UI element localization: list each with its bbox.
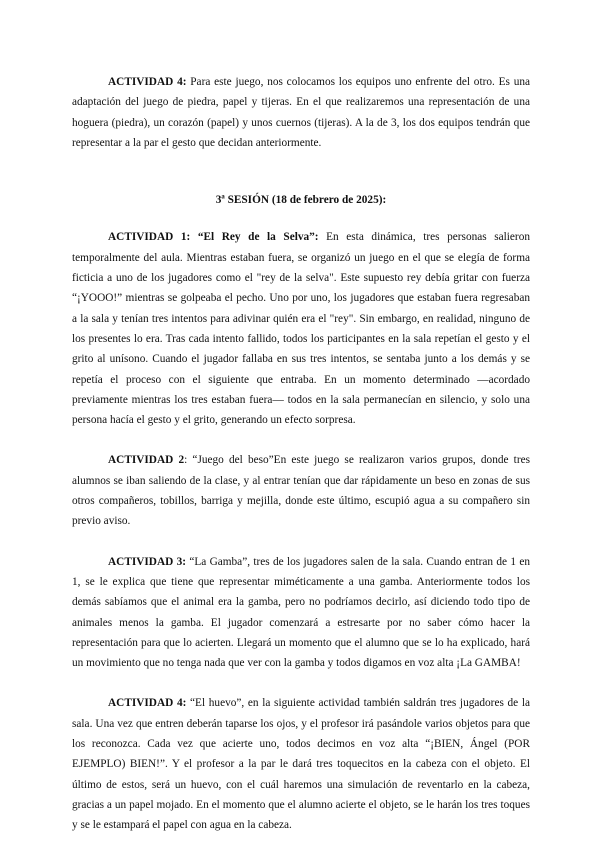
paragraph-actividad-4-huevo <box>72 693 530 835</box>
session-title: 3ª SESIÓN (18 de febrero de 2025): <box>215 194 387 207</box>
paragraph-text: “La Gamba”, tres de los jugadores salen de la sala. Cuando entran de 1 en 1, se le explica que tiene que representar miméticamente a una gamba. Anteriormente todos los demás sabíamos que el animal era la gamba, pero no podríamos decirlo, así diciendo todo tipo de animales menos la gamba. El jugador comenzará a estresarte por no saber cómo hacer la representación para que lo acierten. Llegará un momento que el alumno que se lo ha explicado, hará un movimiento que no tenga nada que ver con la gamba y todos digamos en voz alta ¡La GAMBA! <box>72 555 530 670</box>
paragraph-actividad-4-piedra-papel <box>72 72 530 153</box>
paragraph-text: En esta dinámica, tres personas salieron temporalmente del aula. Mientras estaban fuera, se organizó un juego en el que se elegía de forma ficticia a uno de los jugadores como el "rey de la selva". Este supuesto rey debía gritar con fuerza “¡YOOO!” mientras se golpeaba el pecho. Uno por uno, los jugadores que estaban fuera regresaban a la sala y tenían tres intentos para adivinar quién era el "rey". Sin embargo, en realidad, ninguno de los presentes lo era. Tras cada intento fallido, todos los participantes en la sala repetían el gesto y el grito al unísono. Cuando el jugador fallaba en sus tres intentos, se sentaba junto a los demás y se repetía el proceso con el siguiente que entraba. En un momento determinado —acordado previamente mientras los tres estaban fuera— todos en la sala permanecían en silencio, y solo una persona hacía el gesto y el grito, generando un efecto sorpresa. <box>72 231 530 427</box>
activity-heading: ACTIVIDAD 3: <box>108 555 187 568</box>
activity-heading: ACTIVIDAD 4: <box>108 76 187 88</box>
paragraph-text: Para este juego, nos colocamos los equipos uno enfrente del otro. Es una adaptación del juego de piedra, papel y tijeras. En el que realizaremos una representación de una hoguera (piedra), un corazón (papel) y unos cuernos (tijeras). A la de 3, los dos equipos tendrán que representar a la par el gesto que decidan anteriormente. <box>72 76 530 149</box>
paragraph-actividad-3-gamba <box>72 552 530 674</box>
document-page <box>72 72 530 836</box>
paragraph-text: “El huevo”, en la siguiente actividad también saldrán tres jugadores de la sala. Una vez que entren deberán taparse los ojos, y el profesor irá pasándole varios objetos para que los reconozca. Cada vez que acierte uno, todos decimos en voz alta “¡BIEN, Ángel (POR EJEMPLO) BIEN!”. Y el profesor a la par le dará tres toquecitos en la cabeza con el objeto. El último de estos, será un huevo, con el cuál haremos una simulación de reventarlo en la cabeza, gracias a un papel mojado. En el momento que el alumno acierte el objeto, se le harán los tres toques y se le estampará el papel con agua en la cabeza. <box>72 697 531 832</box>
paragraph-text: : “Juego del beso”En este juego se realizaron varios grupos, donde tres alumnos se iban saliendo de la clase, y al entrar tenían que dar rápidamente un beso en zonas de sus otros compañeros, tobillos, barriga y mejilla, donde este último, escupió agua a su compañero sin previo aviso. <box>72 454 530 528</box>
paragraph-actividad-2-juego-beso <box>72 450 530 531</box>
activity-heading: ACTIVIDAD 4: <box>108 697 187 710</box>
activity-heading: ACTIVIDAD 1: “El Rey de la Selva”: <box>108 231 319 244</box>
activity-heading: ACTIVIDAD 2 <box>108 454 185 467</box>
paragraph-actividad-1-rey-selva <box>72 227 530 430</box>
